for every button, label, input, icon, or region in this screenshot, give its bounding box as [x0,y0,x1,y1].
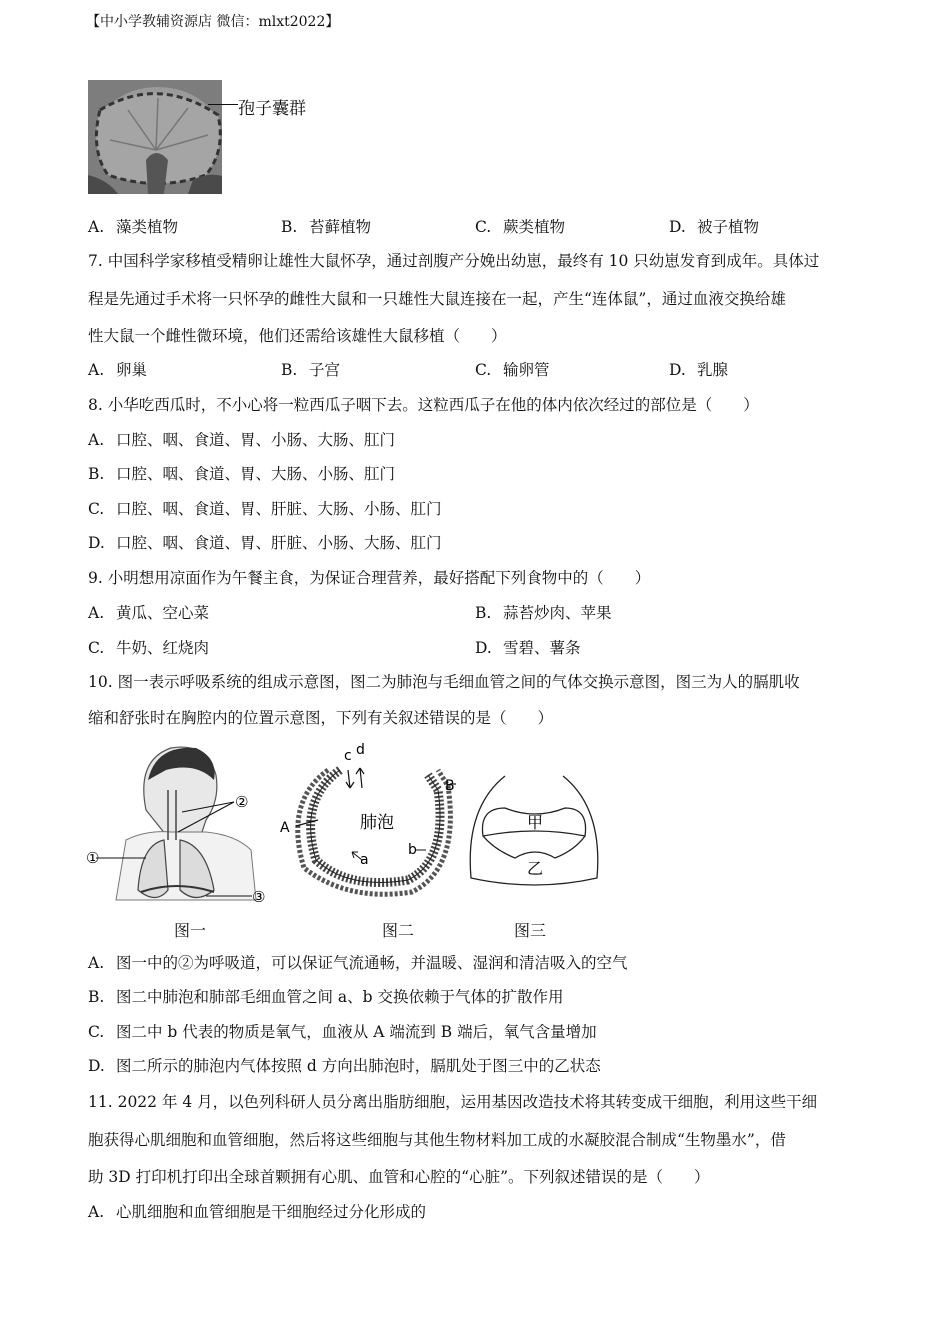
q8-option-a[interactable] [88,430,395,450]
fig2-label-alveolus: 肺泡 [360,813,394,833]
q7-option-c[interactable] [475,360,550,380]
q10-option-c[interactable] [88,1022,597,1042]
figure-2-alveolus [278,740,468,910]
option-text: 口腔、咽、食道、胃、肝脏、大肠、小肠、肛门 [116,500,442,518]
option-text: 图二中 b 代表的物质是氧气，血液从 A 端流到 B 端后，氧气含量增加 [116,1023,597,1041]
q11-option-a[interactable] [88,1202,426,1222]
option-letter: B. [88,465,105,483]
q8-option-c[interactable] [88,499,442,519]
option-text: 口腔、咽、食道、胃、大肠、小肠、肛门 [116,465,396,483]
option-text: 心肌细胞和血管细胞是干细胞经过分化形成的 [116,1203,427,1221]
option-letter: D. [669,361,686,379]
fig1-mark-1: ① [86,849,100,867]
option-letter: A. [88,431,105,449]
q7-stem-line-3: 性大鼠一个雌性微环境，他们还需给该雄性大鼠移植（ ） [88,327,507,345]
option-letter: C. [88,1023,105,1041]
q6-option-d[interactable] [669,217,759,237]
figure-3-caption: 图三 [514,921,547,940]
option-letter: C. [88,639,105,657]
fig3-label-jia: 甲 [527,813,544,832]
q10-option-b[interactable] [88,987,564,1007]
option-letter: A. [88,604,105,622]
figure-label-sporangia: 孢子囊群 [238,99,306,119]
q6-option-c[interactable] [475,217,565,237]
q8-option-b[interactable] [88,464,395,484]
q9-option-a[interactable] [88,603,209,623]
q7-option-a[interactable] [88,360,147,380]
fig2-label-d: d [356,742,365,758]
q9-option-c[interactable] [88,638,209,658]
figure-1-caption: 图一 [174,921,207,940]
q7-stem-line-1: 7. 中国科学家移植受精卵让雄性大鼠怀孕，通过剖腹产分娩出幼崽，最终有 10 只幼崽发育到成年。具体过 [88,252,820,270]
option-letter: B. [475,604,492,622]
fig1-mark-3: ③ [252,888,266,906]
figure-1-respiratory-system [86,740,276,940]
q11-stem-line-1: 11. 2022 年 4 月，以色列科研人员分离出脂肪细胞，运用基因改造技术将其转变成干细胞，利用这些干细 [88,1093,818,1111]
fig2-label-A: A [280,820,290,836]
q6-option-a[interactable] [88,217,178,237]
option-letter: B. [88,988,105,1006]
q11-stem-line-3: 助 3D 打印机打印出全球首颗拥有心肌、血管和心腔的“心脏”。下列叙述错误的是（ ） [88,1168,710,1186]
q7-option-d[interactable] [669,360,728,380]
option-letter: B. [281,361,298,379]
option-text: 牛奶、红烧肉 [116,639,210,657]
q7-option-b[interactable] [281,360,340,380]
option-letter: D. [88,534,105,552]
q9-option-d[interactable] [475,638,581,658]
option-letter: A. [88,361,105,379]
option-text: 口腔、咽、食道、胃、小肠、大肠、肛门 [116,431,396,449]
option-text: 藻类植物 [116,218,179,236]
fig1-mark-2: ② [235,793,249,811]
fig2-label-B: B [445,778,455,794]
option-text: 雪碧、薯条 [503,639,581,657]
option-text: 图二中肺泡和肺部毛细血管之间 a、b 交换依赖于气体的扩散作用 [116,988,564,1006]
option-text: 蒜苔炒肉、苹果 [503,604,612,622]
figure-2-caption: 图二 [382,921,415,940]
option-letter: D. [88,1057,105,1075]
q8-stem: 8. 小华吃西瓜时，不小心将一粒西瓜子咽下去。这粒西瓜子在他的体内依次经过的部位是（ ） [88,396,759,414]
option-text: 口腔、咽、食道、胃、肝脏、小肠、大肠、肛门 [116,534,442,552]
option-letter: C. [88,500,105,518]
option-text: 乳腺 [697,361,729,379]
q9-option-b[interactable] [475,603,612,623]
q7-stem-line-2: 程是先通过手术将一只怀孕的雌性大鼠和一只雄性大鼠连接在一起，产生“连体鼠”，通过血液交换给雄 [88,290,786,308]
q11-stem-line-2: 胞获得心肌细胞和血管细胞，然后将这些细胞与其他生物材料加工成的水凝胶混合制成“生物墨水”，借 [88,1131,786,1149]
option-letter: D. [669,218,686,236]
option-text: 图二所示的肺泡内气体按照 d 方向出肺泡时，膈肌处于图三中的乙状态 [116,1057,601,1075]
option-letter: C. [475,361,492,379]
q6-option-b[interactable] [281,217,371,237]
q10-option-a[interactable] [88,953,628,973]
q9-stem: 9. 小明想用凉面作为午餐主食，为保证合理营养，最好搭配下列食物中的（ ） [88,569,651,587]
option-text: 图一中的②为呼吸道，可以保证气流通畅，并温暖、湿润和清洁吸入的空气 [116,954,628,972]
fig2-label-a: a [360,852,369,868]
figure-3-diaphragm [465,768,605,898]
option-letter: A. [88,218,105,236]
fern-leaf-image [88,80,222,194]
option-letter: B. [281,218,298,236]
fig3-label-yi: 乙 [527,859,544,878]
leader-line [208,104,238,105]
option-text: 卵巢 [116,361,148,379]
option-text: 苔藓植物 [309,218,372,236]
option-letter: D. [475,639,492,657]
q10-stem-line-2: 缩和舒张时在胸腔内的位置示意图，下列有关叙述错误的是（ ） [88,709,554,727]
q10-stem-line-1: 10. 图一表示呼吸系统的组成示意图，图二为肺泡与毛细血管之间的气体交换示意图，图三为人的膈肌收 [88,673,800,691]
page-header: 【中小学教辅资源店 微信：mlxt2022】 [86,14,340,30]
option-letter: C. [475,218,492,236]
option-text: 子宫 [309,361,341,379]
q8-option-d[interactable] [88,533,442,553]
option-letter: A. [88,1203,105,1221]
fig2-label-b: b [408,842,417,858]
option-text: 被子植物 [697,218,760,236]
option-text: 黄瓜、空心菜 [116,604,210,622]
option-letter: A. [88,954,105,972]
option-text: 蕨类植物 [503,218,566,236]
option-text: 输卵管 [503,361,550,379]
q10-option-d[interactable] [88,1056,601,1076]
fig2-label-c: c [344,748,352,764]
